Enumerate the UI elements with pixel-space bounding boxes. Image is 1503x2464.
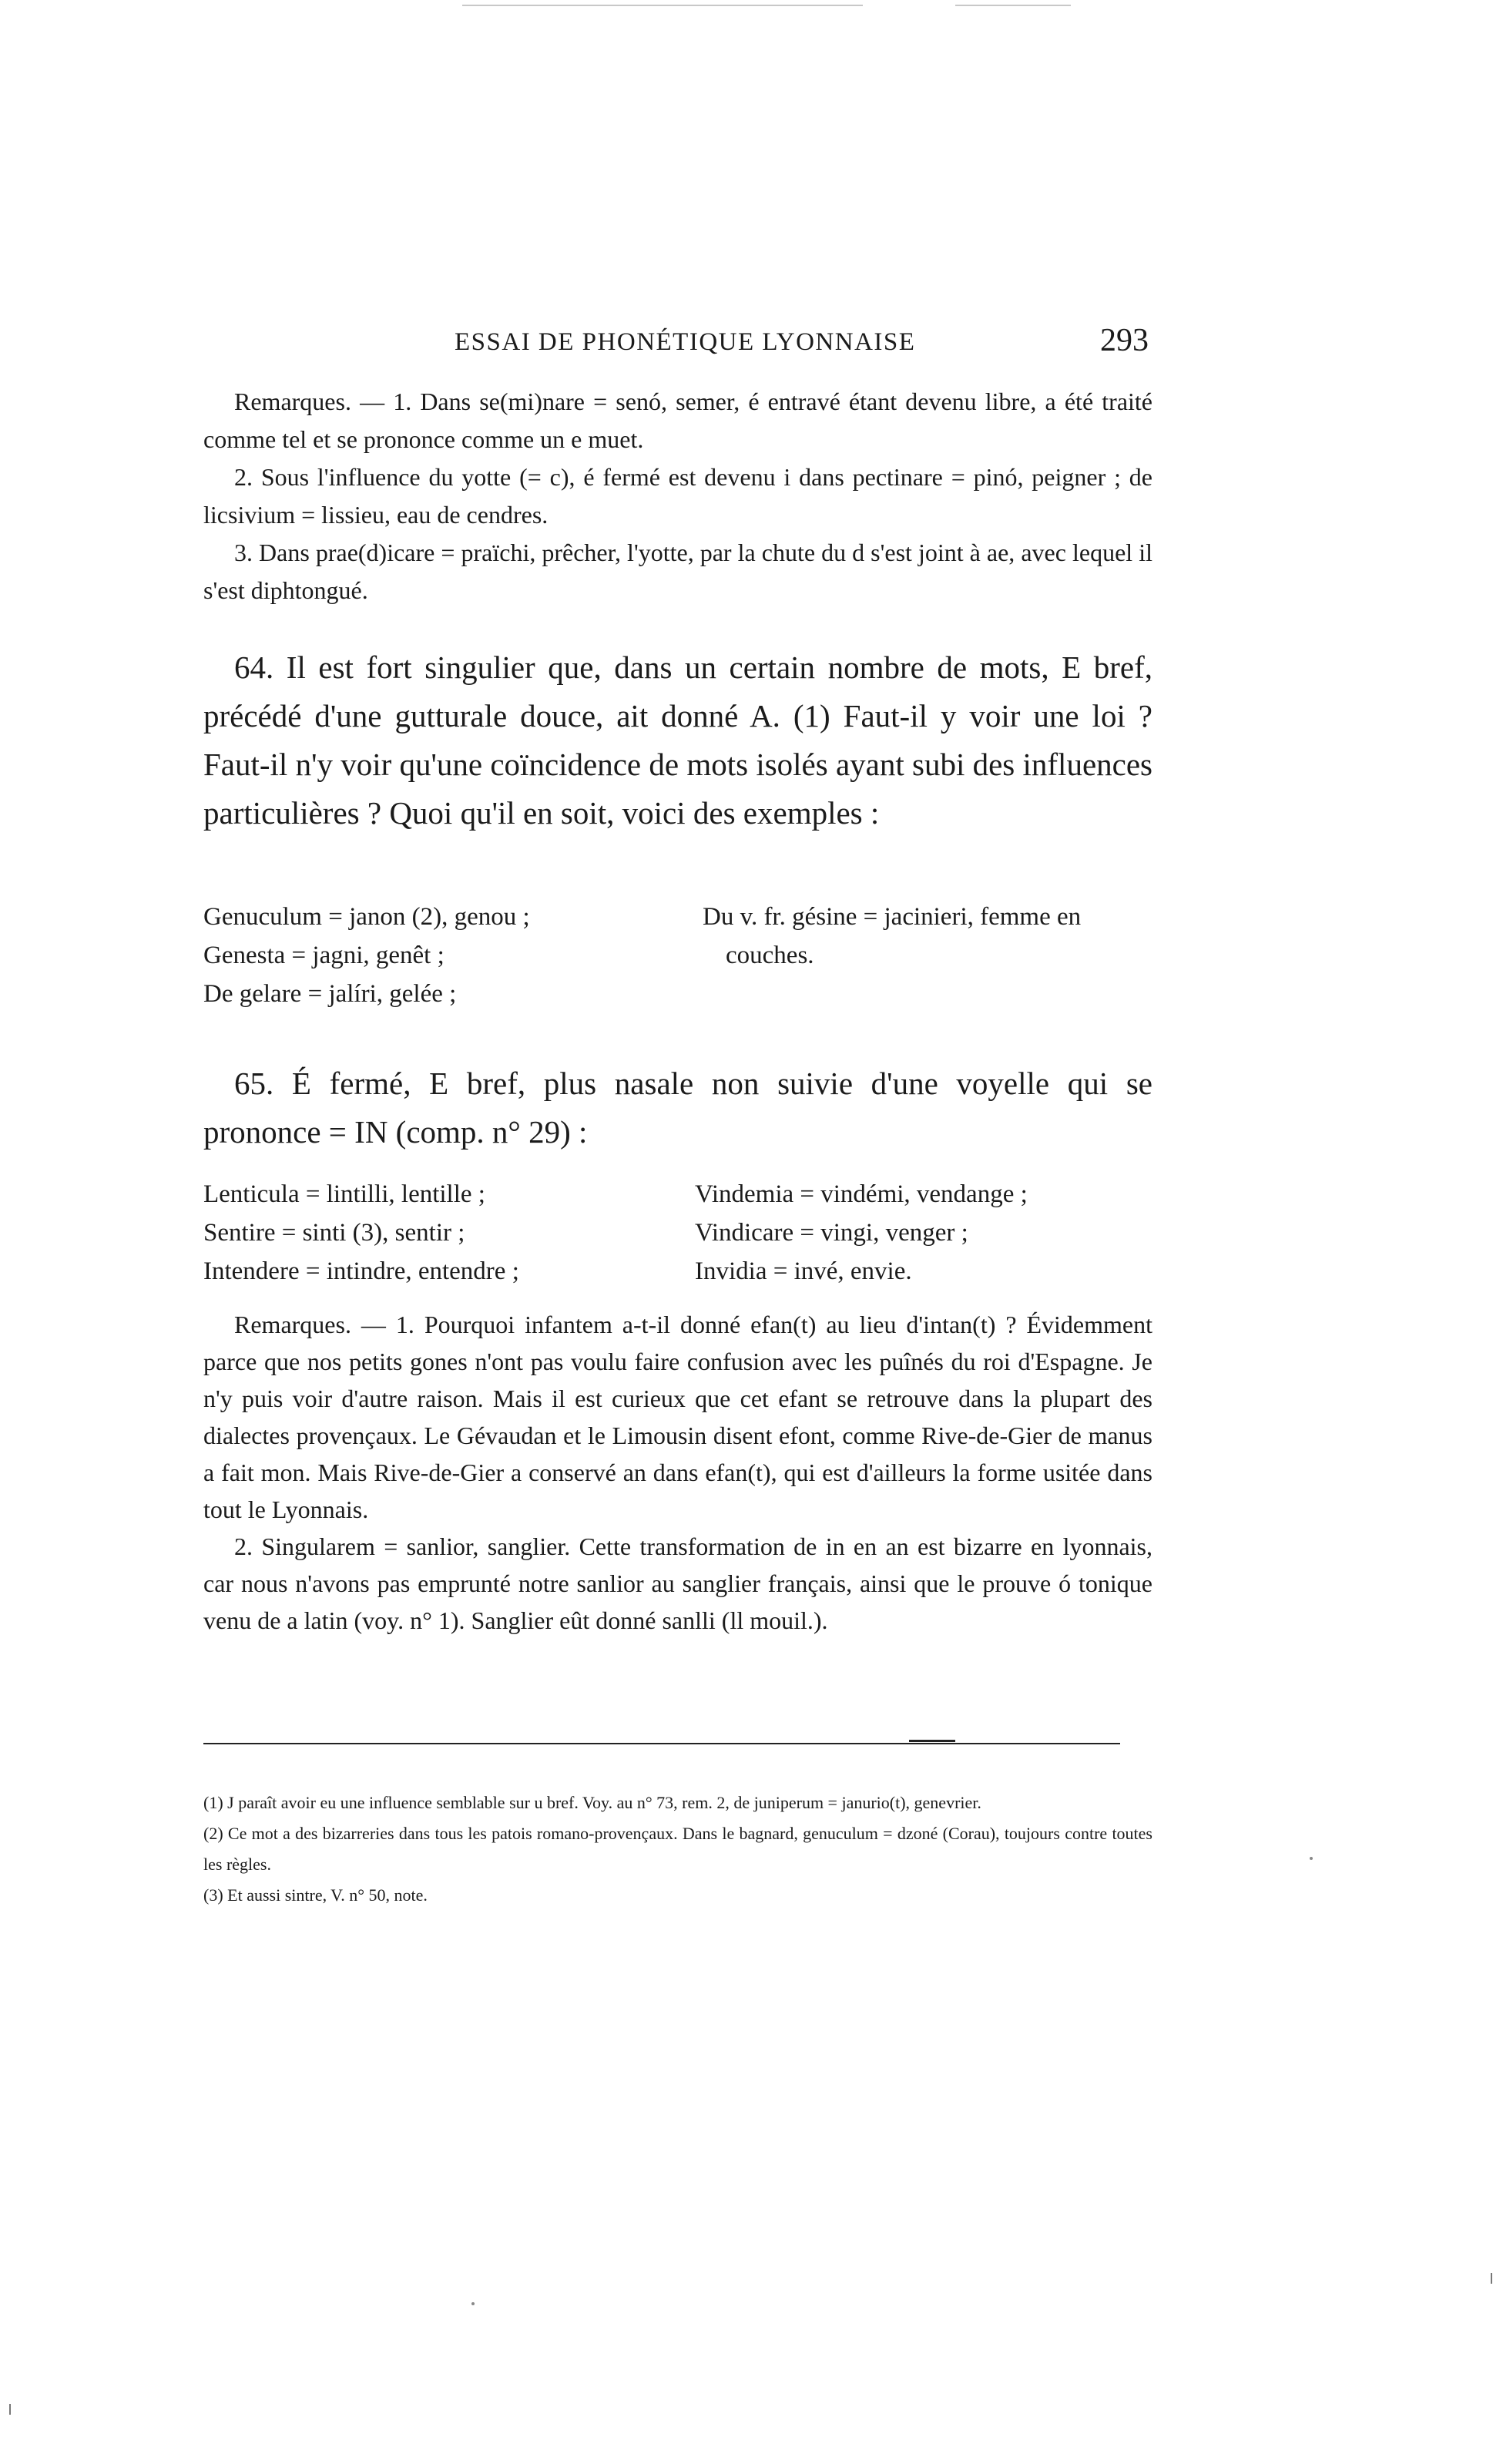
examples-64-right — [703, 898, 1081, 975]
examples-64-left — [203, 898, 530, 1013]
section-65 — [203, 1059, 1152, 1156]
example-line: Vindemia = vindémi, vendange ; — [695, 1180, 1028, 1208]
example-line: Genuculum = janon (2), genou ; — [203, 903, 530, 931]
scan-speck — [471, 2302, 475, 2305]
remark-paragraph: 3. Dans prae(d)icare = praïchi, prêcher, l'yotte, par la chute du d s'est joint à ae, avec lequel il s'est diphtongué. — [203, 539, 1152, 604]
scan-edge-line — [462, 5, 863, 6]
section-64 — [203, 643, 1152, 838]
remark-paragraph: 2. Sous l'influence du yotte (= c), é fermé est devenu i dans pectinare = pinó, peigner ; de licsivium = lissieu, eau de cendres. — [203, 463, 1152, 529]
remark-paragraph: Remarques. — 1. Dans se(mi)nare = senó, semer, é entravé étant devenu libre, a été traité comme tel et se prononce comme un e muet. — [203, 388, 1152, 453]
example-line: couches. — [726, 942, 814, 969]
example-line: Sentire = sinti (3), sentir ; — [203, 1219, 465, 1247]
example-line: Genesta = jagni, genêt ; — [203, 942, 445, 969]
footnote: (3) Et aussi sintre, V. n° 50, note. — [203, 1885, 428, 1905]
remarks-section-2 — [203, 1306, 1152, 1639]
remark-paragraph: 2. Singularem = sanlior, sanglier. Cette transformation de in en an est bizarre en lyonnais, car nous n'avons pas emprunté notre sanlior au sanglier français, ainsi que le prouve ó tonique venu de a latin (voy. n° 1). Sanglier eût donné sanlli (ll mouil.). — [203, 1532, 1152, 1634]
footnote-rule — [203, 1743, 1120, 1744]
footnotes — [203, 1788, 1152, 1911]
section-64-paragraph: 64. Il est fort singulier que, dans un certain nombre de mots, E bref, précédé d'une gutturale douce, ait donné A. (1) Faut-il y voir une loi ? Faut-il n'y voir qu'une coïncidence de mots isolés ayant subi des influences particulières ? Quoi qu'il en soit, voici des exemples : — [203, 650, 1152, 831]
scan-mark — [1491, 2273, 1492, 2284]
example-line: Invidia = invé, envie. — [695, 1257, 912, 1285]
remark-paragraph: Remarques. — 1. Pourquoi infantem a-t-il donné efan(t) au lieu d'intan(t) ? Évidemment parce que nos petits gones n'ont pas voulu faire confusion avec les puînés du roi d'Espagne. Je n'y puis voir d'autre raison. Mais il est curieux que cet efant se retrouve dans la plupart des dialectes provençaux. Le Gévaudan et le Limousin disent efont, comme Rive-de-Gier de manus a fait mon. Mais Rive-de-Gier a conservé an dans efan(t), qui est d'ailleurs la forme usitée dans tout le Lyonnais. — [203, 1311, 1152, 1523]
scan-edge-line-right — [955, 5, 1071, 6]
section-65-paragraph: 65. É fermé, E bref, plus nasale non suivie d'une voyelle qui se prononce = IN (comp. n° 29) : — [203, 1066, 1152, 1150]
example-line: De gelare = jalíri, gelée ; — [203, 980, 457, 1008]
examples-65-right — [695, 1175, 1028, 1291]
example-line: Intendere = intindre, entendre ; — [203, 1257, 519, 1285]
example-line: Du v. fr. gésine = jacinieri, femme en — [703, 903, 1082, 931]
running-title: ESSAI DE PHONÉTIQUE LYONNAISE — [455, 328, 916, 356]
example-line: Vindicare = vingi, venger ; — [695, 1219, 968, 1247]
remarks-section-1 — [203, 383, 1152, 609]
footnote: (1) J paraît avoir eu une influence semblable sur u bref. Voy. au n° 73, rem. 2, de juniperum = janurio(t), genevrier. — [203, 1793, 981, 1812]
scan-speck — [1310, 1857, 1313, 1860]
footnote-rule-accent — [909, 1740, 955, 1742]
page-number: 293 — [1100, 323, 1149, 358]
example-line: Lenticula = lintilli, lentille ; — [203, 1180, 485, 1208]
footnote: (2) Ce mot a des bizarreries dans tous les patois romano-provençaux. Dans le bagnard, genuculum = dzoné (Corau), toujours contre toutes les règles. — [203, 1824, 1152, 1874]
scan-mark — [9, 2404, 11, 2415]
page-header — [0, 322, 1503, 368]
examples-65-left — [203, 1175, 519, 1291]
